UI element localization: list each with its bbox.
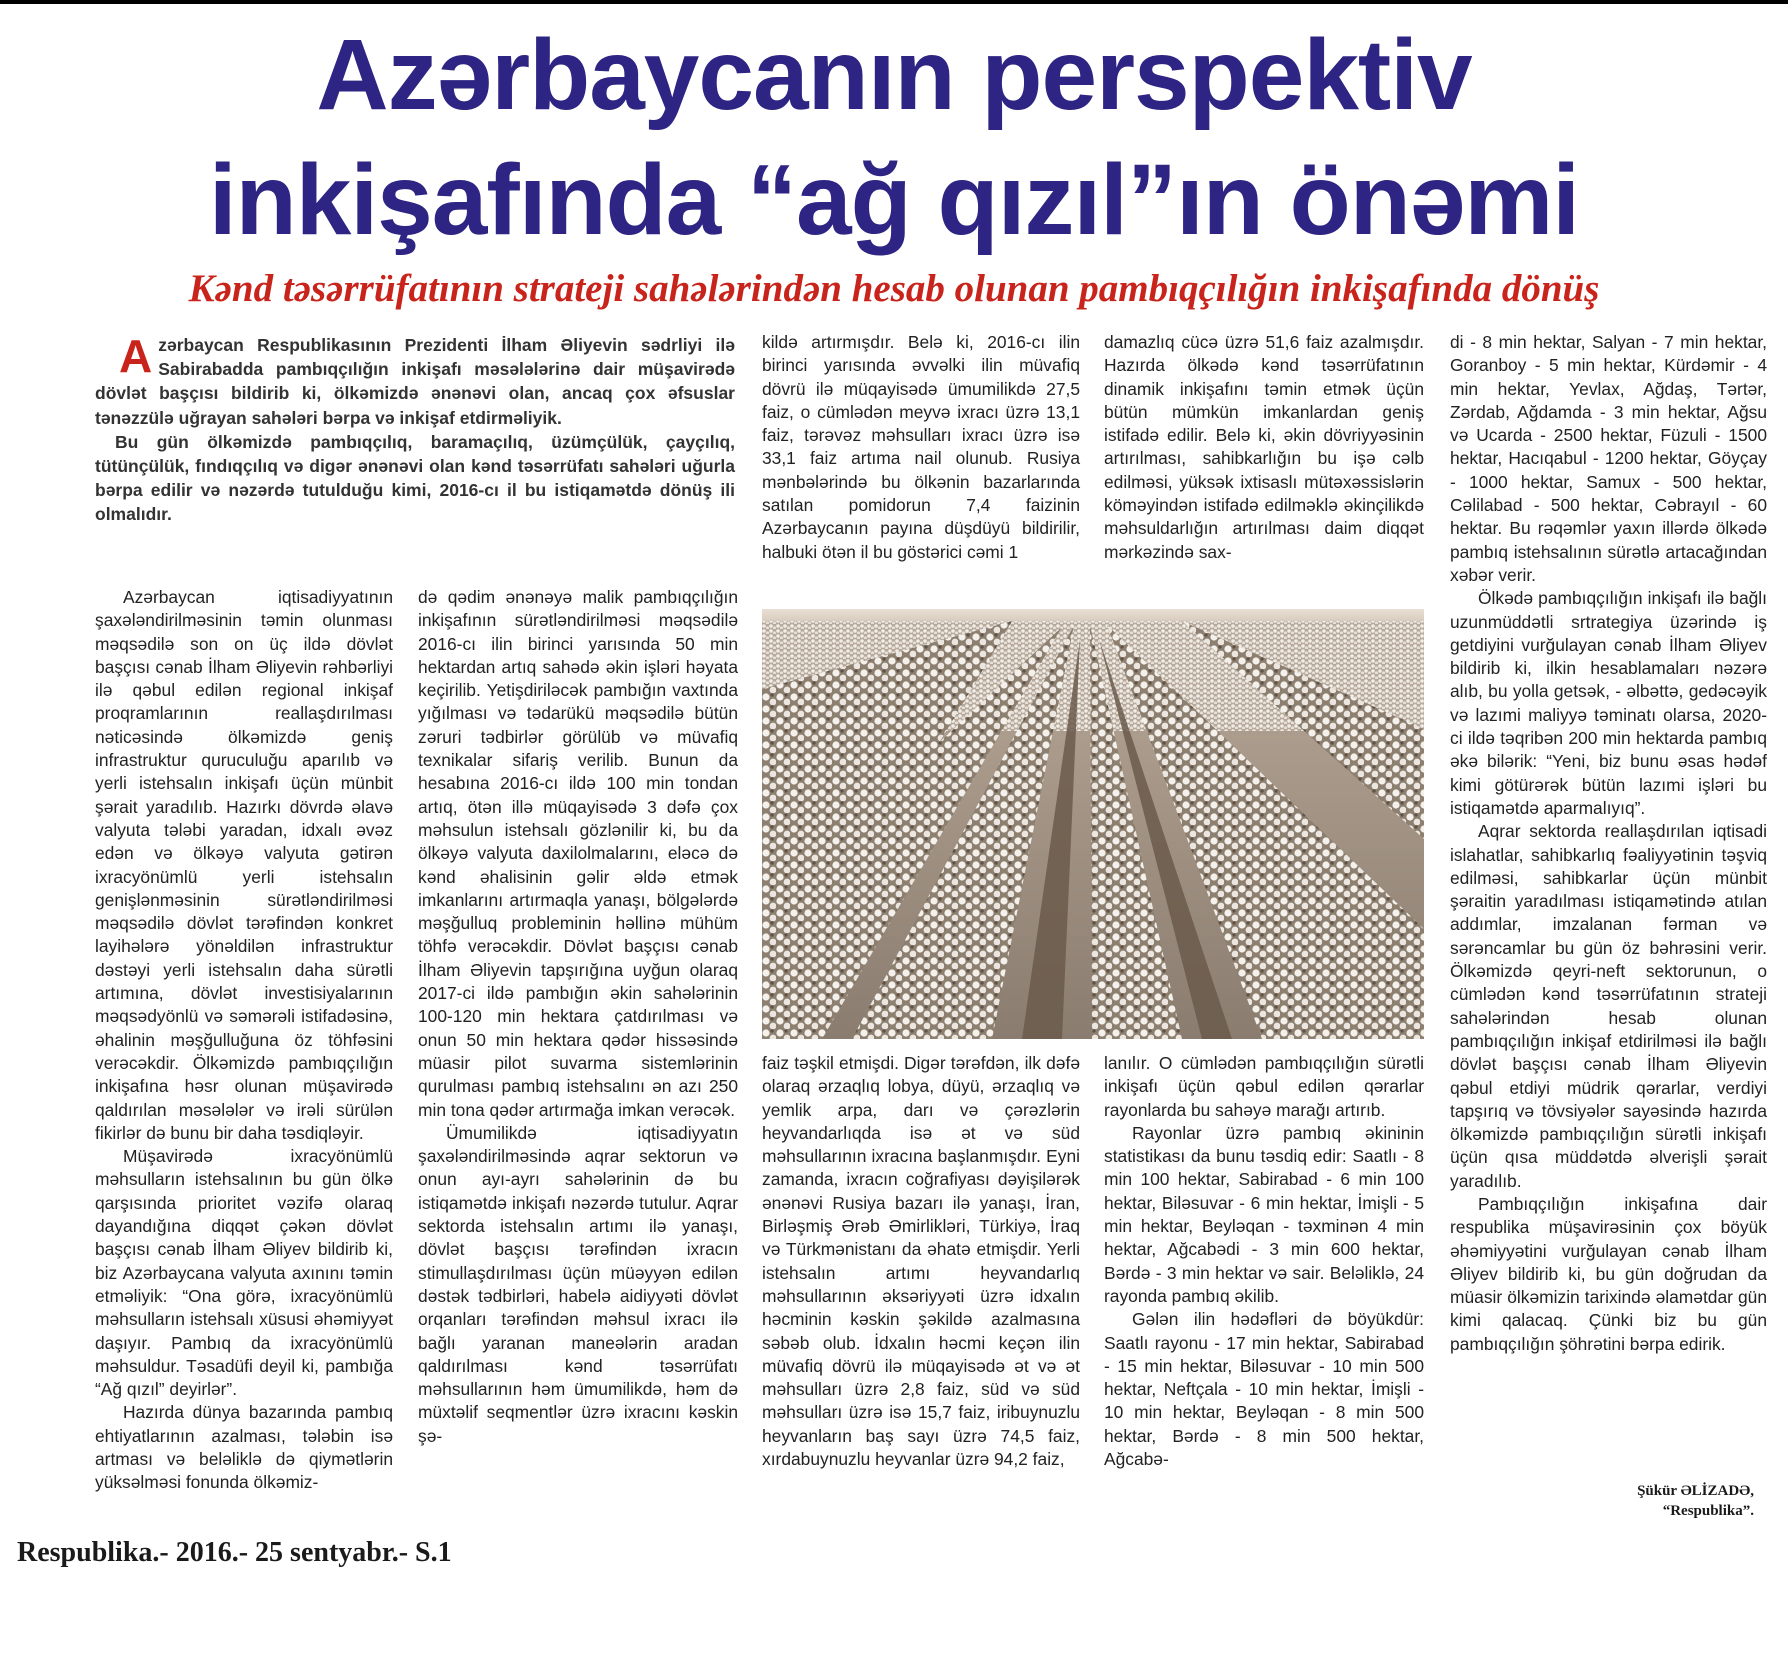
column-3-top-text: kildə artırmışdır. Belə ki, 2016-cı ilin birinci yarısında əvvəlki ilin müvafiq dövrü ilə müqayisədə ümumilikdə 27,5 faiz, o cümlədən meyvə ixracı üzrə 13,1 faiz, tərəvəz məhsulları ixracı üzrə isə 33,1 faiz artıma nail olunub. Rusiya mənbələrində bu ölkənin bazarlarında satılan pomidorun 7,4 faizinin Azərbaycanın payına düşdüyü bildirilir, halbuki ötən il bu göstərici cəmi 1 xyxy=(762,332,1080,562)
article-column-4-top xyxy=(1104,331,1424,564)
column-3-bottom-text: faiz təşkil etmişdi. Digər tərəfdən, ilk dəfə olaraq ərzaqlıq lobya, düyü, ərzaqlıq və yemlik arpa, darı və çərəzlərin heyvandarlıqda isə ət və süd məhsullarının ixracına başlanmışdır. Eyni zamanda, ixracın coğrafiyası dəyişilərək ənənəvi Rusiya bazarı ilə yanaşı, İran, Birləşmiş Ərəb Əmirlikləri, Türkiyə, İraq və Türkmənistanı da əhatə etmişdir. Yerli istehsalın artımı heyvandarlıq məhsullarının əksəriyyəti üzrə idxalın həcminin kəskin şəkildə azalmasına səbəb olub. İdxalın həcmi keçən ilin müvafiq dövrü ilə müqayisədə ət və ət məhsulları üzrə 2,8 faiz, süd və süd məhsulları üzrə isə 15,7 faiz, iribuynuzlu heyvanların baş sayı üzrə 74,5 faiz, xırdabuynuzlu heyvanlar üzrə 94,2 faiz, xyxy=(762,1053,1080,1470)
column-4-bottom-paragraph-3: Gələn ilin hədəfləri də böyükdür: Saatlı rayonu - 17 min hektar, Sabirabad - 15 min hektar, Biləsuvar - 10 min 500 hektar, Neftçala - 10 min hektar, İmişli - 10 min hektar, Beyləqan - 8 min 500 hektar, Bərdə - 8 min 500 hektar, Ağcabə- xyxy=(1104,1309,1424,1470)
article-column-4-bottom xyxy=(1104,1052,1424,1471)
article-column-2 xyxy=(418,586,738,1448)
article-column-3-bottom xyxy=(762,1052,1080,1471)
drop-cap: A xyxy=(119,330,153,382)
column-4-bottom-paragraph-2: Rayonlar üzrə pambıq əkininin statistikası da bunu təsdiq edir: Saatlı - 8 min 100 hektar, Sabirabad - 6 min 100 hektar, Biləsuvar - 6 min hektar, İmişli - 5 min hektar, Beyləqan - təxminən 4 min hektar, Ağcabədi - 3 min 600 hektar, Bərdə - 3 min hektar və sair. Beləliklə, 24 rayonda pambıq əkilib. xyxy=(1104,1122,1424,1306)
article-column-5 xyxy=(1450,331,1767,1356)
column-2-paragraph-1: də qədim ənənəyə malik pambıqçılığın inkişafının sürətləndirilməsi məqsədilə 2016-cı ilin birinci yarısında 50 min hektardan artıq sahədə əkin işləri həyata keçirilib. Yetişdiriləcək pambığın vaxtında yığılması və tədarükü məqsədilə bütün zəruri tədbirlər görülüb və müvafiq texnikalar sifariş verilib. Bunun da hesabına 2016-cı ildə 100 min tondan artıq, ötən illə müqayisədə 3 dəfə çox məhsulun istehsalı gözlənilir ki, bu da ölkəyə valyuta daxilolmalarını, eləcə də kənd əhalisinin gəlir əldə etmək imkanlarını artırmaqla yanaşı, bölgələrdə məşğulluq probleminin həllinə mühüm töhfə verəcəkdir. Dövlət başçısı cənab İlham Əliyevin tapşırığına uyğun olaraq 2017-ci ildə pambığın əkin sahələrinin 100-120 min hektara çatdırılması və onun 50 min hektara qədər hissəsində müasir pilot suvarma sistemlərinin qurulması pambıq istehsalını ən azı 250 min tona qədər artırmağa imkan verəcək. xyxy=(418,587,738,1120)
lead-paragraphs xyxy=(95,330,735,527)
column-5-paragraph-4: Pambıqçılığın inkişafına dair respublika müşavirəsinin çox böyük əhəmiyyətini vurğulayan cənab İlham Əliyev bildirib ki, bu gün doğrudan da müasir ölkəmizin tarixində əlamətdar gün kimi qalacaq. Çünki biz bu gün pambıqçılığın şöhrətini bərpa edirik. xyxy=(1450,1193,1767,1354)
column-5-paragraph-1: di - 8 min hektar, Salyan - 7 min hektar, Goranboy - 5 min hektar, Kürdəmir - 4 min hektar, Yevlax, Ağdaş, Tərtər, Zərdab, Ağdamda - 3 min hektar, Ağsu və Ucarda - 2500 hektar, Füzuli - 1500 hektar, Hacıqabul - 1200 hektar, Göyçay - 1000 hektar, Samux - 500 hektar, Cəlilabad - 500 hektar, Cəbrayıl - 60 hektar. Bu rəqəmlər yaxın illərdə ölkədə pambıq istehsalının sürətlə artacağından xəbər verir. xyxy=(1450,332,1767,585)
column-5-paragraph-2: Ölkədə pambıqçılığın inkişafı ilə bağlı uzunmüddətli srtrategiya üzərində iş getdiyini vurğulayan cənab İlham Əliyev bildirib ki, ilkin hesablamaları nəzərə alıb, bu yolla getsək, - əlbəttə, gedəcəyik və lazımi maliyyə təminatı olarsa, 2020-ci ildə təqribən 200 min hektarda pambıq əkə bilərik: “Yeni, biz bunu əsas hədəf kimi götürərək bütün lazımi işləri bu istiqamətdə aparmalıyıq”. xyxy=(1450,588,1767,818)
lead-paragraph-2: Bu gün ölkəmizdə pambıqçılıq, baramaçılıq, üzümçülük, çayçılıq, tütünçülük, fındıqçılıq və digər ənənəvi olan kənd təsərrüfatı sahələri uğurla bərpa edilir və nəzərdə tutulduğu kimi, 2016-cı il bu istiqamətdə dönüş ili olmalıdır. xyxy=(95,431,735,525)
lead-paragraph-1: zərbaycan Respublikasının Prezidenti İlham Əliyevin sədrliyi ilə Sabirabadda pambıqçılığın inkişafı məsələlərinə dair müşavirədə dövlət başçısı bildirib ki, ölkəmizdə ənənəvi olan, ancaq çox əfsuslar tənəzzülə uğrayan sahələri bərpa və inkişaf etdirməliyik. xyxy=(95,335,735,428)
article-column-1 xyxy=(95,586,393,1495)
headline-line-2: inkişafında “ağ qızıl”ın önəmi xyxy=(208,144,1580,256)
headline-line-1: Azərbaycanın perspektiv xyxy=(316,19,1472,131)
column-5-paragraph-3: Aqrar sektorda reallaşdırılan iqtisadi islahatlar, sahibkarlıq fəaliyyətinin təşviq edilməsi, sahibkarlar üçün münbit şəraitin yaradılması istiqamətində atılan addımlar, imzalanan fərman və sərəncamlar bu gün öz bəhrəsini verir. Ölkəmizdə qeyri-neft sektorunun, o cümlədən kənd təsərrüfatının strateji sahələrindən hesab olunan pambıqçılığın inkişaf etdirilməsi ilə bağlı dövlət başçısı cənab İlham Əliyevin qəbul etdiyi müdrik qərarlar, verdiyi tapşırıq və tövsiyələr sayəsində hazırda ölkəmizdə pambıqçılığın sürətli inkişafı üçün qısa müddətdə əlverişli şərait yaradılıb. xyxy=(1450,821,1767,1191)
column-1-paragraph-1: Azərbaycan iqtisadiyyatının şaxələndirilməsinin təmin olunması məqsədilə son on üç ildə dövlət başçısı cənab İlham Əliyevin rəhbərliyi ilə qəbul edilən regional inkişaf proqramlarının reallaşdırılması nəticəsində ölkəmizdə geniş infrastruktur quruculuğu aparılıb və yerli istehsalın inkişafı üçün münbit şərait yaradılıb. Hazırkı dövrdə əlavə valyuta tələbi yaradan, idxalı əvəz edən və ölkəyə valyuta gətirən ixracyönümlü yerli istehsalın genişlənməsinin sürətləndirilməsi məqsədilə dövlət tərəfindən konkret layihələrə yönəldilən infrastruktur dəstəyi yerli istehsalın daha sürətli artımına, dövlət investisiyalarının məqsədyönlü və səmərəli istifadəsinə, əhalinin məşğulluğuna öz töhfəsini verəcəkdir. Ölkəmizdə pambıqçılığın inkişafına həsr olunan müşavirədə qaldırılan məsələlər və irəli sürülən fikirlər də bunu bir daha təsdiqləyir. xyxy=(95,587,393,1143)
column-1-paragraph-3: Hazırda dünya bazarında pambıq ehtiyatlarının azalması, tələbin isə artması və beləliklə də qiymətlərin yüksəlməsi fonunda ölkəmiz- xyxy=(95,1402,393,1493)
top-rule xyxy=(0,0,1788,4)
article-column-3-top xyxy=(762,331,1080,564)
source-citation: Respublika.- 2016.- 25 sentyabr.- S.1 xyxy=(17,1537,452,1568)
author-signature xyxy=(1470,1481,1754,1521)
author-name: Şükür ƏLİZADƏ, xyxy=(1637,1483,1754,1499)
column-4-top-text: damazlıq cücə üzrə 51,6 faiz azalmışdır. Hazırda ölkədə kənd təsərrüfatının dinamik inkişafını təmin etmək üçün bütün mümkün imkanlardan geniş istifadə edilir. Belə ki, əkin dövriyyəsinin artırılması, sahibkarlığın bu işə cəlb edilməsi, yüksək ixtisaslı mütəxəssislərin köməyindən istifadə edilməklə əkinçilikdə məhsuldarlığın artırılması daim diqqət mərkəzində sax- xyxy=(1104,332,1424,562)
publication-name: “Respublika”. xyxy=(1662,1503,1754,1519)
column-1-paragraph-2: Müşavirədə ixracyönümlü məhsulların istehsalının bu gün ölkə qarşısında prioritet vəzifə olaraq dayandığına diqqət çəkən dövlət başçısı cənab İlham Əliyev bildirib ki, biz Azərbaycana valyuta axınını təmin etməliyik: “Ona görə, ixracyönümlü məhsulların istehsalı xüsusi əhəmiyyət daşıyır. Pambıq da ixracyönümlü məhsuldur. Təsadüfi deyil ki, pambığa “Ağ qızıl” deyirlər”. xyxy=(95,1146,393,1400)
column-4-bottom-paragraph-1: lanılır. O cümlədən pambıqçılığın sürətli inkişafı üçün qəbul edilən qərarlar rayonlarda bu sahəyə marağı artırıb. xyxy=(1104,1053,1424,1120)
cotton-field-photo xyxy=(762,609,1424,1039)
subheadline: Kənd təsərrüfatının strateji sahələrindən hesab olunan pambıqçılığın inkişafında dönüş xyxy=(188,267,1600,310)
column-2-paragraph-2: Ümumilikdə iqtisadiyyatın şaxələndirilməsində aqrar sektorun və onun ayı-ayrı sahələrinin də bu istiqamətdə inkişafı nəzərdə tutulur. Aqrar sektorda istehsalın artımı ilə yanaşı, dövlət başçısı tərəfindən ixracın stimullaşdırılması üçün müəyyən edilən dəstək tədbirləri, habelə aidiyyəti dövlət orqanları tərəfindən məhsul ixracı ilə bağlı yaranan maneələrin aradan qaldırılması kənd təsərrüfatı məhsullarının həm ümumilikdə, həm də müxtəlif seqmentlər üzrə ixracını kəskin şə- xyxy=(418,1122,738,1446)
